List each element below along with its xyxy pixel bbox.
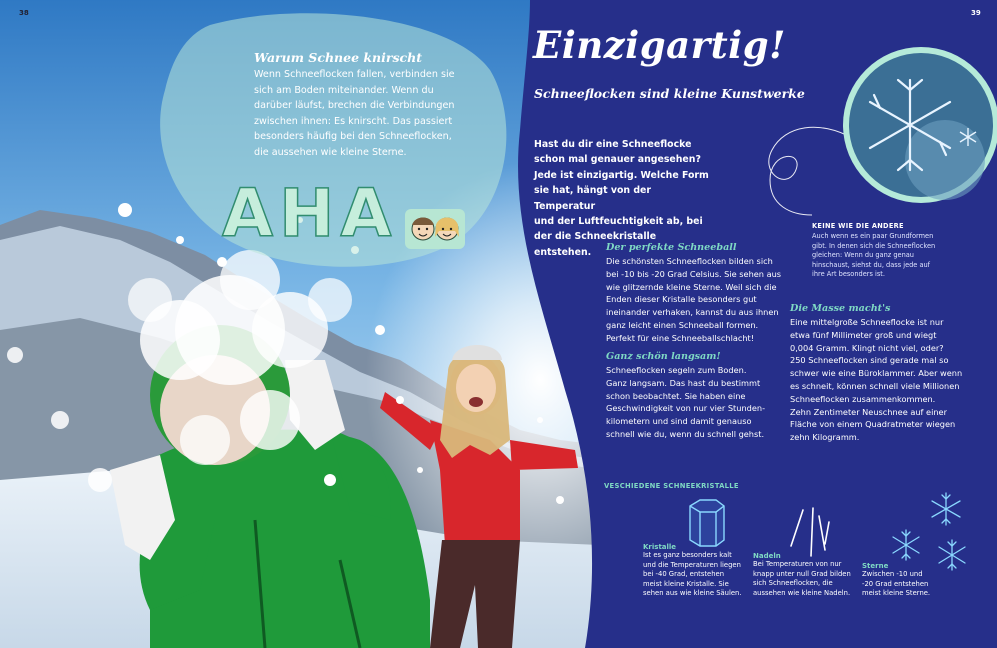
text-line: kilometern und sind damit genauso: [606, 416, 752, 427]
text-line: bei -40 Grad, entstehen: [643, 570, 725, 579]
lead-line: Hast du dir eine Schneeflocke: [534, 139, 692, 150]
text-line: Schneeflocken zusammenkommen.: [790, 393, 936, 404]
text-line: meist kleine Sterne.: [862, 589, 931, 598]
section-heading: Die Masse macht's: [790, 303, 891, 314]
text-line: meist kleine Kristalle. Sie: [643, 579, 729, 588]
text-line: Fläche von einem Quadratmeter wiegen: [790, 419, 956, 430]
intro-line: Wenn Schneeflocken fallen, verbinden sie: [254, 69, 455, 80]
text-line: bei -10 bis -20 Grad Celsius. Sie sehen aus: [606, 268, 782, 279]
intro-line: darüber läufst, brechen die Verbindungen: [254, 100, 455, 112]
intro-line: sich am Boden miteinander. Wenn du: [254, 84, 434, 96]
aha-logo: [218, 172, 408, 247]
section-text: [790, 316, 975, 444]
text-line: wie glitzernde kleine Sterne. Weil sich die: [606, 281, 777, 292]
text-line: gibt. In denen sich die Schneeflocken: [812, 241, 936, 250]
lead-line: und der Luftfeuchtigkeit ab, bei: [534, 216, 703, 228]
text-line: ganz leicht einen Schneeball formen.: [606, 319, 759, 330]
lead-line: der die Schneekristalle entstehen.: [534, 231, 657, 258]
text-line: und die Temperaturen liegen: [643, 560, 741, 569]
section-text: [606, 364, 786, 441]
text-line: schnell wie du, wenn du schnell gehst.: [606, 428, 765, 439]
lead-line: sie hat, hängt von der Temperatur: [534, 185, 652, 212]
text-line: Enden dieser Kristalle besonders gut: [606, 294, 757, 305]
kids-face-icon: [403, 207, 467, 251]
section-langsam: [606, 351, 786, 441]
page-subtitle: Schneeflocken sind kleine Kunstwerke: [534, 86, 805, 101]
section-text: [606, 255, 786, 345]
text-line: Eine mittelgroße Schneeflocke ist nur: [790, 317, 944, 327]
text-line: sehen aus wie kleine Säulen.: [643, 589, 742, 598]
text-line: sich Schneeflocken, die: [753, 579, 833, 588]
needle-crystal-icon: [785, 506, 835, 558]
text-line: knapp unter null Grad bilden: [753, 569, 851, 578]
text-line: Zwischen -10 und: [862, 570, 923, 578]
text-line: zehn Kilogramm.: [790, 432, 860, 443]
text-line: Ganz langsam. Das hast du bestimmt: [606, 377, 761, 388]
aha-text: AHA: [222, 175, 398, 247]
crystal-nadeln: [753, 552, 863, 598]
crystal-label: Kristalle: [643, 543, 677, 551]
page-number-right: 39: [971, 9, 981, 17]
sidebar-text: [812, 232, 972, 280]
section-heading: Der perfekte Schneeball: [606, 242, 737, 253]
text-line: ineinander verhaken, kannst du aus ihnen: [606, 307, 779, 318]
crystal-text: [862, 570, 972, 599]
text-line: Ist es ganz besonders kalt: [643, 551, 732, 559]
crystal-sterne: [862, 562, 972, 599]
text-line: -20 Grad entstehen: [862, 579, 929, 588]
crystal-text: [643, 551, 753, 599]
text-line: 0,004 Gramm. Klingt nicht viel, oder?: [790, 342, 944, 353]
intro-line: die aussehen wie kleine Sterne.: [254, 146, 407, 158]
crystals-heading: VESCHIEDENE SCHNEEKRISTALLE: [604, 482, 739, 490]
text-line: Perfekt für eine Schneeballschlacht!: [606, 332, 755, 343]
intro-line: zwischen ihnen: Es knirscht. Das passiert: [254, 115, 453, 127]
text-line: Die schönsten Schneeflocken bilden sich: [606, 256, 773, 266]
intro-heading: Warum Schnee knirscht: [254, 50, 422, 65]
snowflake-photo: [843, 47, 997, 203]
text-line: ihre Art besonders ist.: [812, 270, 885, 279]
crystal-text: [753, 560, 863, 598]
text-line: schwer wie eine Büroklammer. Aber wenn: [790, 368, 963, 379]
text-line: Schneeflocken segeln zum Boden.: [606, 365, 747, 375]
text-line: etwa fünf Millimeter groß und wiegt: [790, 329, 937, 340]
text-line: hinschaust, siehst du, dass jede auf: [812, 260, 930, 269]
lead-line: schon mal genauer angesehen?: [534, 154, 701, 166]
intro-line: besonders häufig bei den Schneeflocken,: [254, 131, 452, 143]
text-line: aussehen wie kleine Nadeln.: [753, 588, 851, 597]
text-line: 250 Schneeflocken sind gerade mal so: [790, 355, 949, 366]
section-heading: Ganz schön langsam!: [606, 351, 721, 362]
crystal-kristalle: [643, 543, 753, 599]
crystal-label: Nadeln: [753, 552, 781, 560]
text-line: gleichen: Wenn du ganz genau: [812, 251, 914, 260]
text-line: es schneit, können schnell viele Millionen: [790, 380, 960, 391]
page-title: Einzigartig!: [533, 23, 786, 67]
text-line: Auch wenn es ein paar Grundformen: [812, 232, 934, 240]
lead-line: Jede ist einzigartig. Welche Form: [534, 169, 709, 181]
text-line: Bei Temperaturen von nur: [753, 560, 842, 568]
page-number-left: 38: [19, 9, 29, 17]
star-crystal-icon: [886, 489, 972, 573]
crystal-label: Sterne: [862, 562, 889, 570]
text-line: Geschwindigkeit von nur vier Stunden-: [606, 403, 766, 414]
intro-text: [254, 67, 479, 161]
text-line: Zehn Zentimeter Neuschnee auf einer: [790, 406, 947, 417]
section-schneeball: [606, 242, 786, 345]
section-masse: [790, 303, 975, 444]
sidebar-heading: KEINE WIE DIE ANDERE: [812, 222, 904, 230]
text-line: schon beobachtet. Sie haben eine: [606, 390, 746, 401]
